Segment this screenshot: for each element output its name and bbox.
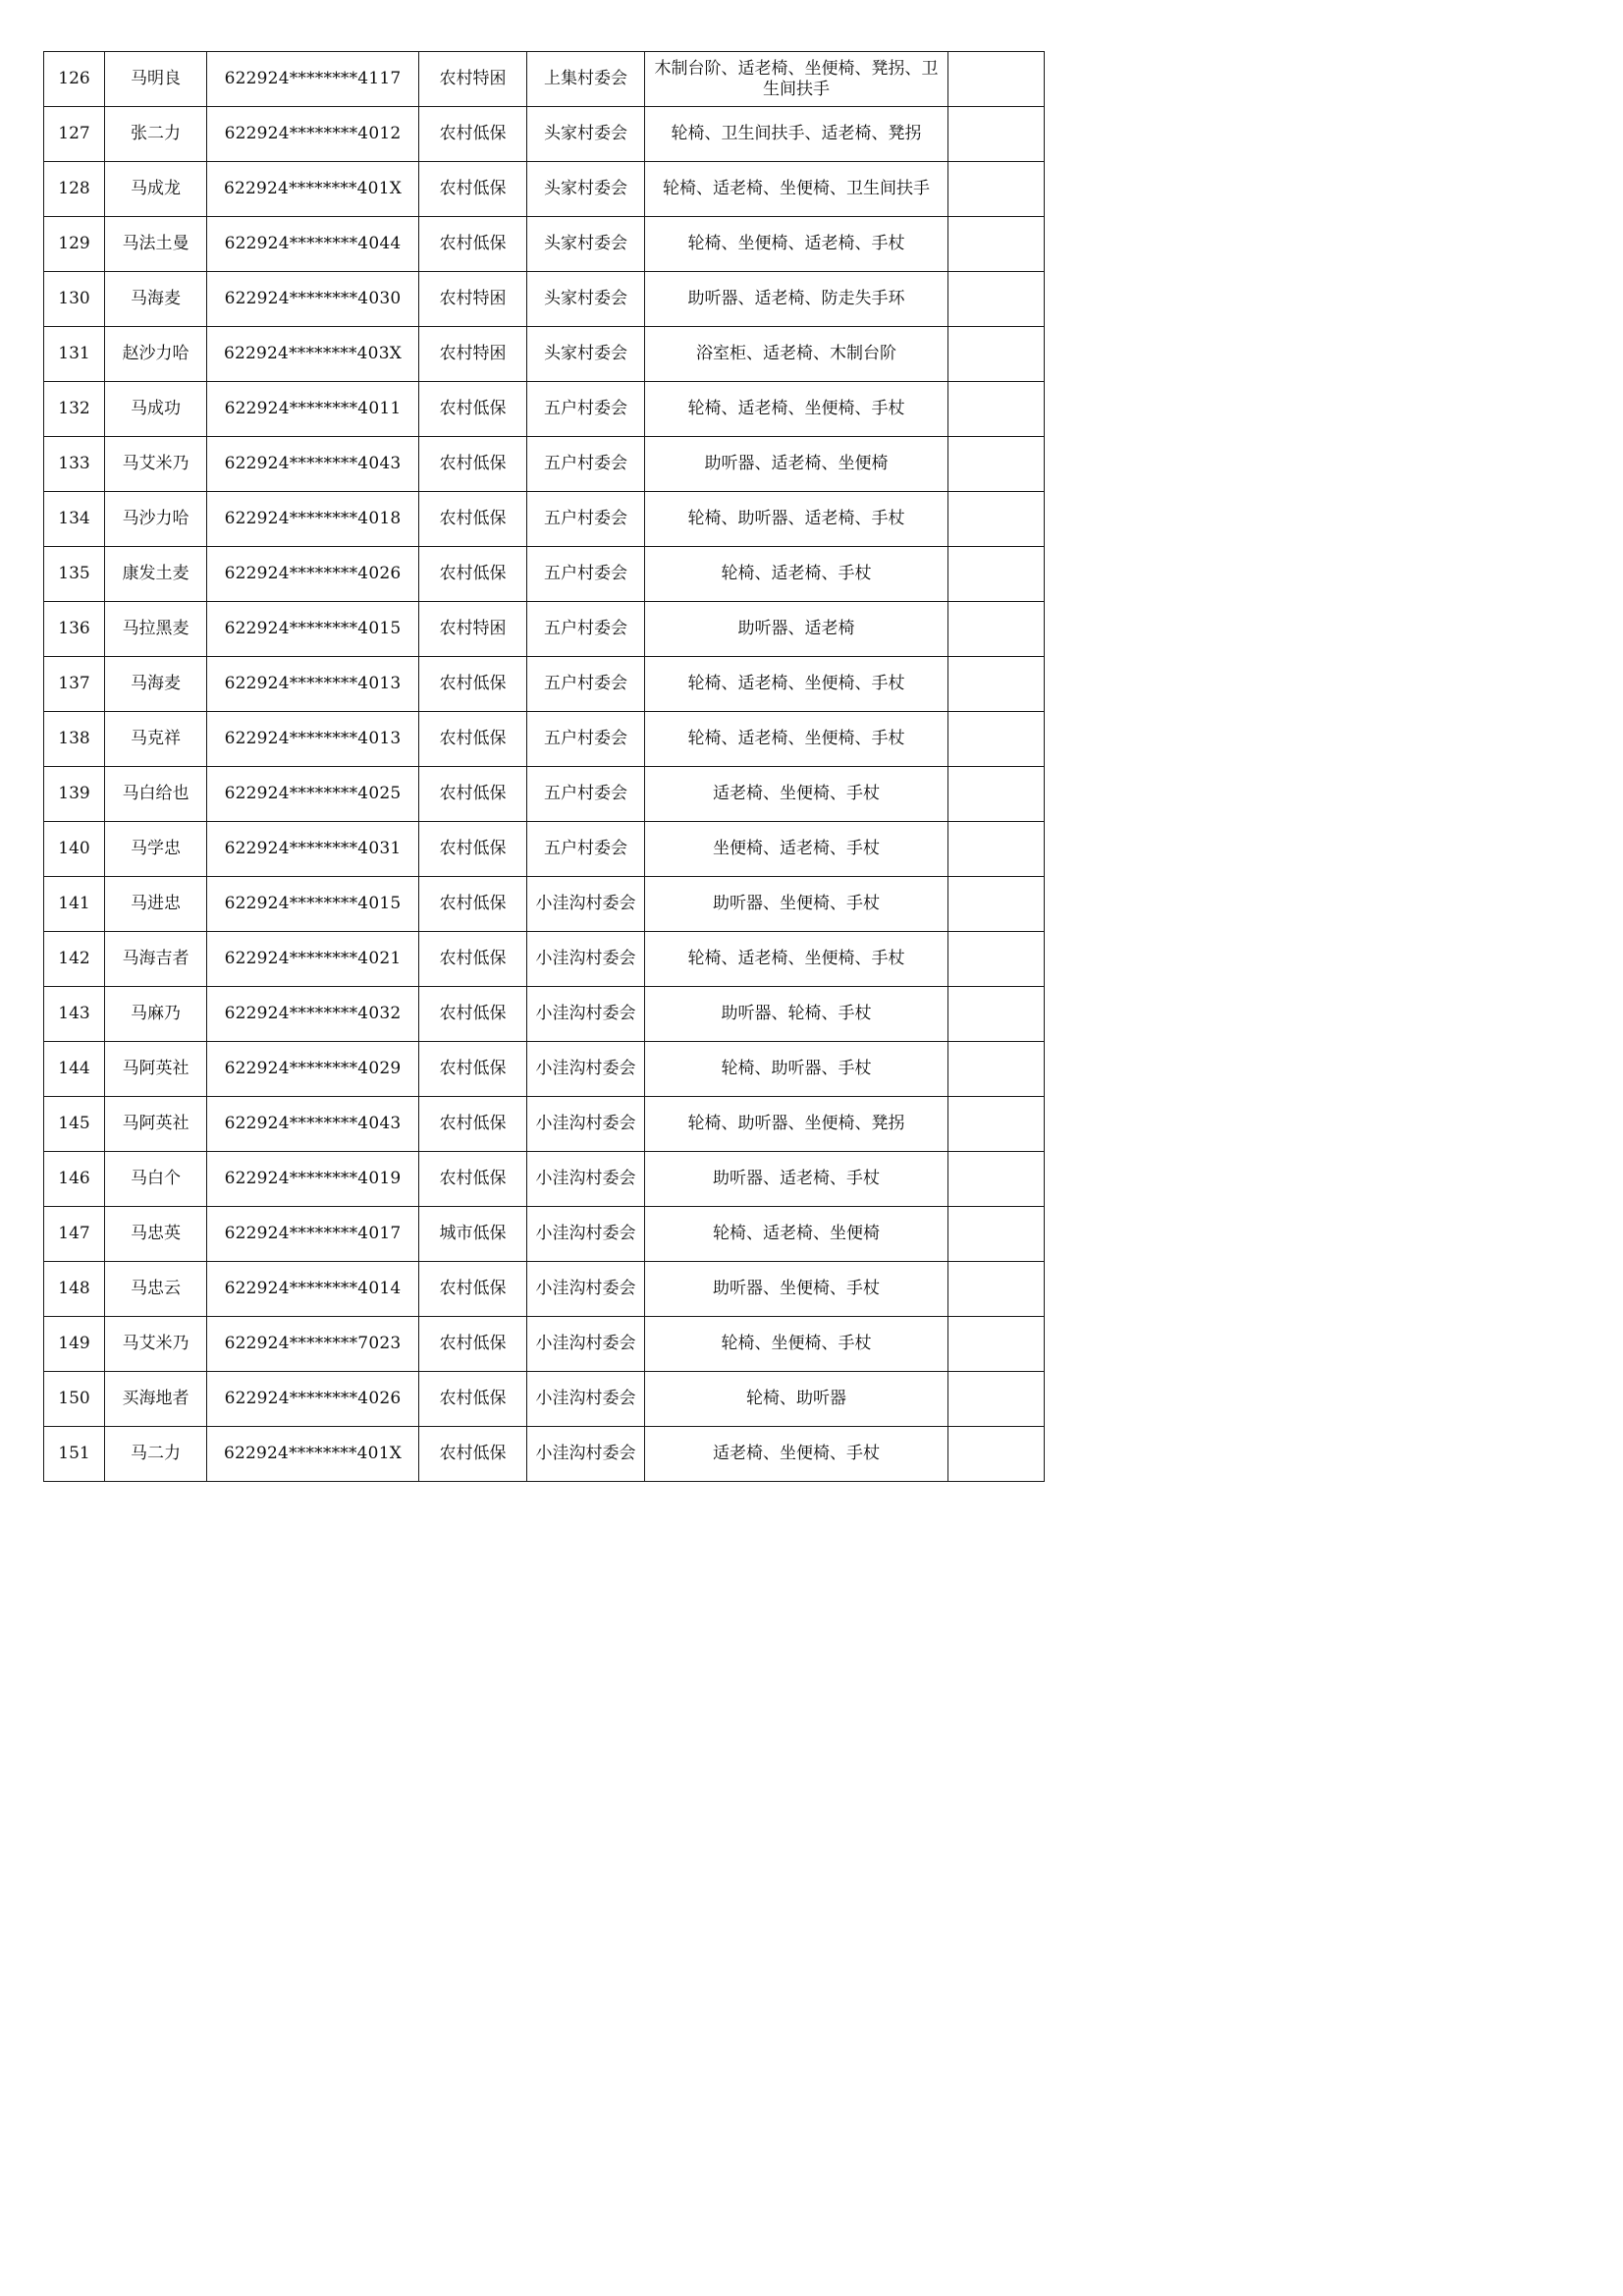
id-number-cell: 622924********4030 (207, 272, 419, 327)
table-row (44, 657, 1045, 712)
assistance-category-cell: 农村低保 (419, 162, 527, 217)
row-number-cell: 133 (44, 437, 105, 492)
row-number-cell: 129 (44, 217, 105, 272)
assistance-category-cell: 农村低保 (419, 1042, 527, 1097)
id-number-cell: 622924********4015 (207, 877, 419, 932)
village-committee-cell: 头家村委会 (527, 217, 645, 272)
table-body (44, 52, 1045, 1482)
village-committee-cell: 小洼沟村委会 (527, 877, 645, 932)
village-committee-cell: 小洼沟村委会 (527, 987, 645, 1042)
person-name-cell: 马沙力哈 (105, 492, 207, 547)
remarks-cell (948, 1262, 1045, 1317)
table-row (44, 1042, 1045, 1097)
id-number-cell: 622924********4044 (207, 217, 419, 272)
person-name-cell: 马忠英 (105, 1207, 207, 1262)
id-number-cell: 622924********4025 (207, 767, 419, 822)
remarks-cell (948, 52, 1045, 107)
village-committee-cell: 五户村委会 (527, 382, 645, 437)
id-number-cell: 622924********4032 (207, 987, 419, 1042)
remarks-cell (948, 1152, 1045, 1207)
table-row (44, 1262, 1045, 1317)
person-name-cell: 马白给也 (105, 767, 207, 822)
table-row (44, 492, 1045, 547)
assistance-category-cell: 农村低保 (419, 1372, 527, 1427)
aid-items-cell: 轮椅、坐便椅、适老椅、手杖 (645, 217, 948, 272)
village-committee-cell: 五户村委会 (527, 437, 645, 492)
remarks-cell (948, 932, 1045, 987)
aid-items-cell: 助听器、适老椅、手杖 (645, 1152, 948, 1207)
row-number-cell: 141 (44, 877, 105, 932)
assistance-category-cell: 农村低保 (419, 1317, 527, 1372)
table-row (44, 1372, 1045, 1427)
village-committee-cell: 五户村委会 (527, 822, 645, 877)
remarks-cell (948, 217, 1045, 272)
assistance-category-cell: 农村特困 (419, 602, 527, 657)
id-number-cell: 622924********401X (207, 162, 419, 217)
assistance-category-cell: 农村低保 (419, 932, 527, 987)
person-name-cell: 马艾米乃 (105, 437, 207, 492)
village-committee-cell: 五户村委会 (527, 657, 645, 712)
aid-items-cell: 助听器、适老椅 (645, 602, 948, 657)
row-number-cell: 139 (44, 767, 105, 822)
row-number-cell: 127 (44, 107, 105, 162)
id-number-cell: 622924********4017 (207, 1207, 419, 1262)
id-number-cell: 622924********4013 (207, 712, 419, 767)
row-number-cell: 144 (44, 1042, 105, 1097)
id-number-cell: 622924********7023 (207, 1317, 419, 1372)
remarks-cell (948, 1042, 1045, 1097)
table-row (44, 987, 1045, 1042)
table-row (44, 327, 1045, 382)
assistance-category-cell: 农村低保 (419, 492, 527, 547)
aid-items-cell: 轮椅、适老椅、坐便椅、手杖 (645, 932, 948, 987)
aid-items-cell: 轮椅、适老椅、坐便椅、手杖 (645, 382, 948, 437)
row-number-cell: 126 (44, 52, 105, 107)
table-row (44, 767, 1045, 822)
village-committee-cell: 头家村委会 (527, 272, 645, 327)
table-row (44, 1427, 1045, 1482)
village-committee-cell: 小洼沟村委会 (527, 1262, 645, 1317)
table-row (44, 382, 1045, 437)
table-row (44, 877, 1045, 932)
row-number-cell: 130 (44, 272, 105, 327)
assistance-category-cell: 农村低保 (419, 437, 527, 492)
table-row (44, 272, 1045, 327)
person-name-cell: 买海地者 (105, 1372, 207, 1427)
person-name-cell: 赵沙力哈 (105, 327, 207, 382)
village-committee-cell: 小洼沟村委会 (527, 1097, 645, 1152)
remarks-cell (948, 1427, 1045, 1482)
row-number-cell: 146 (44, 1152, 105, 1207)
table-row (44, 1097, 1045, 1152)
village-committee-cell: 头家村委会 (527, 162, 645, 217)
person-name-cell: 马海麦 (105, 657, 207, 712)
table-row (44, 52, 1045, 107)
remarks-cell (948, 437, 1045, 492)
remarks-cell (948, 602, 1045, 657)
row-number-cell: 137 (44, 657, 105, 712)
assistance-category-cell: 农村低保 (419, 767, 527, 822)
aid-items-cell: 轮椅、助听器、适老椅、手杖 (645, 492, 948, 547)
aid-items-cell: 助听器、适老椅、坐便椅 (645, 437, 948, 492)
beneficiary-table (43, 51, 1045, 1482)
assistance-category-cell: 农村低保 (419, 1427, 527, 1482)
row-number-cell: 140 (44, 822, 105, 877)
aid-items-cell: 轮椅、适老椅、坐便椅、卫生间扶手 (645, 162, 948, 217)
table-row (44, 217, 1045, 272)
village-committee-cell: 小洼沟村委会 (527, 1207, 645, 1262)
remarks-cell (948, 162, 1045, 217)
assistance-category-cell: 农村低保 (419, 382, 527, 437)
table-row (44, 162, 1045, 217)
assistance-category-cell: 农村低保 (419, 657, 527, 712)
village-committee-cell: 头家村委会 (527, 107, 645, 162)
table-row (44, 1317, 1045, 1372)
table-row (44, 1152, 1045, 1207)
remarks-cell (948, 492, 1045, 547)
person-name-cell: 马艾米乃 (105, 1317, 207, 1372)
person-name-cell: 马法土曼 (105, 217, 207, 272)
aid-items-cell: 轮椅、适老椅、坐便椅、手杖 (645, 657, 948, 712)
row-number-cell: 136 (44, 602, 105, 657)
remarks-cell (948, 382, 1045, 437)
row-number-cell: 145 (44, 1097, 105, 1152)
aid-items-cell: 轮椅、助听器、坐便椅、凳拐 (645, 1097, 948, 1152)
id-number-cell: 622924********401X (207, 1427, 419, 1482)
village-committee-cell: 小洼沟村委会 (527, 1152, 645, 1207)
aid-items-cell: 浴室柜、适老椅、木制台阶 (645, 327, 948, 382)
assistance-category-cell: 农村低保 (419, 987, 527, 1042)
aid-items-cell: 轮椅、适老椅、坐便椅 (645, 1207, 948, 1262)
village-committee-cell: 五户村委会 (527, 712, 645, 767)
remarks-cell (948, 327, 1045, 382)
id-number-cell: 622924********4043 (207, 1097, 419, 1152)
row-number-cell: 151 (44, 1427, 105, 1482)
table-row (44, 1207, 1045, 1262)
table-row (44, 932, 1045, 987)
row-number-cell: 134 (44, 492, 105, 547)
aid-items-cell: 轮椅、坐便椅、手杖 (645, 1317, 948, 1372)
aid-items-cell: 坐便椅、适老椅、手杖 (645, 822, 948, 877)
row-number-cell: 132 (44, 382, 105, 437)
person-name-cell: 马明良 (105, 52, 207, 107)
assistance-category-cell: 农村特困 (419, 52, 527, 107)
remarks-cell (948, 987, 1045, 1042)
village-committee-cell: 小洼沟村委会 (527, 932, 645, 987)
aid-items-cell: 适老椅、坐便椅、手杖 (645, 767, 948, 822)
assistance-category-cell: 农村低保 (419, 547, 527, 602)
id-number-cell: 622924********4021 (207, 932, 419, 987)
assistance-category-cell: 农村特困 (419, 272, 527, 327)
village-committee-cell: 小洼沟村委会 (527, 1372, 645, 1427)
id-number-cell: 622924********4011 (207, 382, 419, 437)
id-number-cell: 622924********4026 (207, 547, 419, 602)
person-name-cell: 马麻乃 (105, 987, 207, 1042)
aid-items-cell: 轮椅、卫生间扶手、适老椅、凳拐 (645, 107, 948, 162)
assistance-category-cell: 农村低保 (419, 217, 527, 272)
row-number-cell: 147 (44, 1207, 105, 1262)
id-number-cell: 622924********4043 (207, 437, 419, 492)
id-number-cell: 622924********4014 (207, 1262, 419, 1317)
assistance-category-cell: 农村低保 (419, 712, 527, 767)
village-committee-cell: 五户村委会 (527, 547, 645, 602)
id-number-cell: 622924********4117 (207, 52, 419, 107)
aid-items-cell: 助听器、轮椅、手杖 (645, 987, 948, 1042)
person-name-cell: 马阿英社 (105, 1042, 207, 1097)
assistance-category-cell: 城市低保 (419, 1207, 527, 1262)
row-number-cell: 138 (44, 712, 105, 767)
assistance-category-cell: 农村低保 (419, 877, 527, 932)
row-number-cell: 128 (44, 162, 105, 217)
remarks-cell (948, 657, 1045, 712)
person-name-cell: 马成功 (105, 382, 207, 437)
village-committee-cell: 五户村委会 (527, 602, 645, 657)
aid-items-cell: 木制台阶、适老椅、坐便椅、凳拐、卫生间扶手 (645, 52, 948, 107)
person-name-cell: 马二力 (105, 1427, 207, 1482)
remarks-cell (948, 822, 1045, 877)
village-committee-cell: 头家村委会 (527, 327, 645, 382)
person-name-cell: 马克祥 (105, 712, 207, 767)
table-row (44, 822, 1045, 877)
aid-items-cell: 轮椅、适老椅、手杖 (645, 547, 948, 602)
aid-items-cell: 助听器、适老椅、防走失手环 (645, 272, 948, 327)
assistance-category-cell: 农村低保 (419, 822, 527, 877)
row-number-cell: 149 (44, 1317, 105, 1372)
remarks-cell (948, 1097, 1045, 1152)
table-row (44, 547, 1045, 602)
aid-items-cell: 助听器、坐便椅、手杖 (645, 1262, 948, 1317)
assistance-category-cell: 农村特困 (419, 327, 527, 382)
id-number-cell: 622924********4012 (207, 107, 419, 162)
person-name-cell: 马拉黑麦 (105, 602, 207, 657)
person-name-cell: 马学忠 (105, 822, 207, 877)
remarks-cell (948, 767, 1045, 822)
remarks-cell (948, 1317, 1045, 1372)
id-number-cell: 622924********403X (207, 327, 419, 382)
assistance-category-cell: 农村低保 (419, 1152, 527, 1207)
remarks-cell (948, 107, 1045, 162)
person-name-cell: 马进忠 (105, 877, 207, 932)
row-number-cell: 142 (44, 932, 105, 987)
table-row (44, 437, 1045, 492)
remarks-cell (948, 1207, 1045, 1262)
assistance-category-cell: 农村低保 (419, 1097, 527, 1152)
village-committee-cell: 小洼沟村委会 (527, 1427, 645, 1482)
person-name-cell: 马阿英社 (105, 1097, 207, 1152)
remarks-cell (948, 712, 1045, 767)
id-number-cell: 622924********4013 (207, 657, 419, 712)
village-committee-cell: 小洼沟村委会 (527, 1042, 645, 1097)
village-committee-cell: 五户村委会 (527, 492, 645, 547)
aid-items-cell: 适老椅、坐便椅、手杖 (645, 1427, 948, 1482)
person-name-cell: 马白个 (105, 1152, 207, 1207)
person-name-cell: 马成龙 (105, 162, 207, 217)
id-number-cell: 622924********4019 (207, 1152, 419, 1207)
person-name-cell: 张二力 (105, 107, 207, 162)
remarks-cell (948, 1372, 1045, 1427)
row-number-cell: 131 (44, 327, 105, 382)
table-row (44, 712, 1045, 767)
assistance-category-cell: 农村低保 (419, 1262, 527, 1317)
row-number-cell: 135 (44, 547, 105, 602)
id-number-cell: 622924********4026 (207, 1372, 419, 1427)
table-row (44, 107, 1045, 162)
aid-items-cell: 助听器、坐便椅、手杖 (645, 877, 948, 932)
id-number-cell: 622924********4018 (207, 492, 419, 547)
person-name-cell: 马海吉者 (105, 932, 207, 987)
person-name-cell: 马海麦 (105, 272, 207, 327)
aid-items-cell: 轮椅、助听器 (645, 1372, 948, 1427)
row-number-cell: 143 (44, 987, 105, 1042)
id-number-cell: 622924********4015 (207, 602, 419, 657)
aid-items-cell: 轮椅、助听器、手杖 (645, 1042, 948, 1097)
remarks-cell (948, 547, 1045, 602)
row-number-cell: 148 (44, 1262, 105, 1317)
remarks-cell (948, 272, 1045, 327)
id-number-cell: 622924********4029 (207, 1042, 419, 1097)
village-committee-cell: 上集村委会 (527, 52, 645, 107)
remarks-cell (948, 877, 1045, 932)
assistance-category-cell: 农村低保 (419, 107, 527, 162)
village-committee-cell: 五户村委会 (527, 767, 645, 822)
id-number-cell: 622924********4031 (207, 822, 419, 877)
person-name-cell: 马忠云 (105, 1262, 207, 1317)
table-row (44, 602, 1045, 657)
aid-items-cell: 轮椅、适老椅、坐便椅、手杖 (645, 712, 948, 767)
row-number-cell: 150 (44, 1372, 105, 1427)
village-committee-cell: 小洼沟村委会 (527, 1317, 645, 1372)
document-page (0, 0, 1083, 1532)
person-name-cell: 康发土麦 (105, 547, 207, 602)
